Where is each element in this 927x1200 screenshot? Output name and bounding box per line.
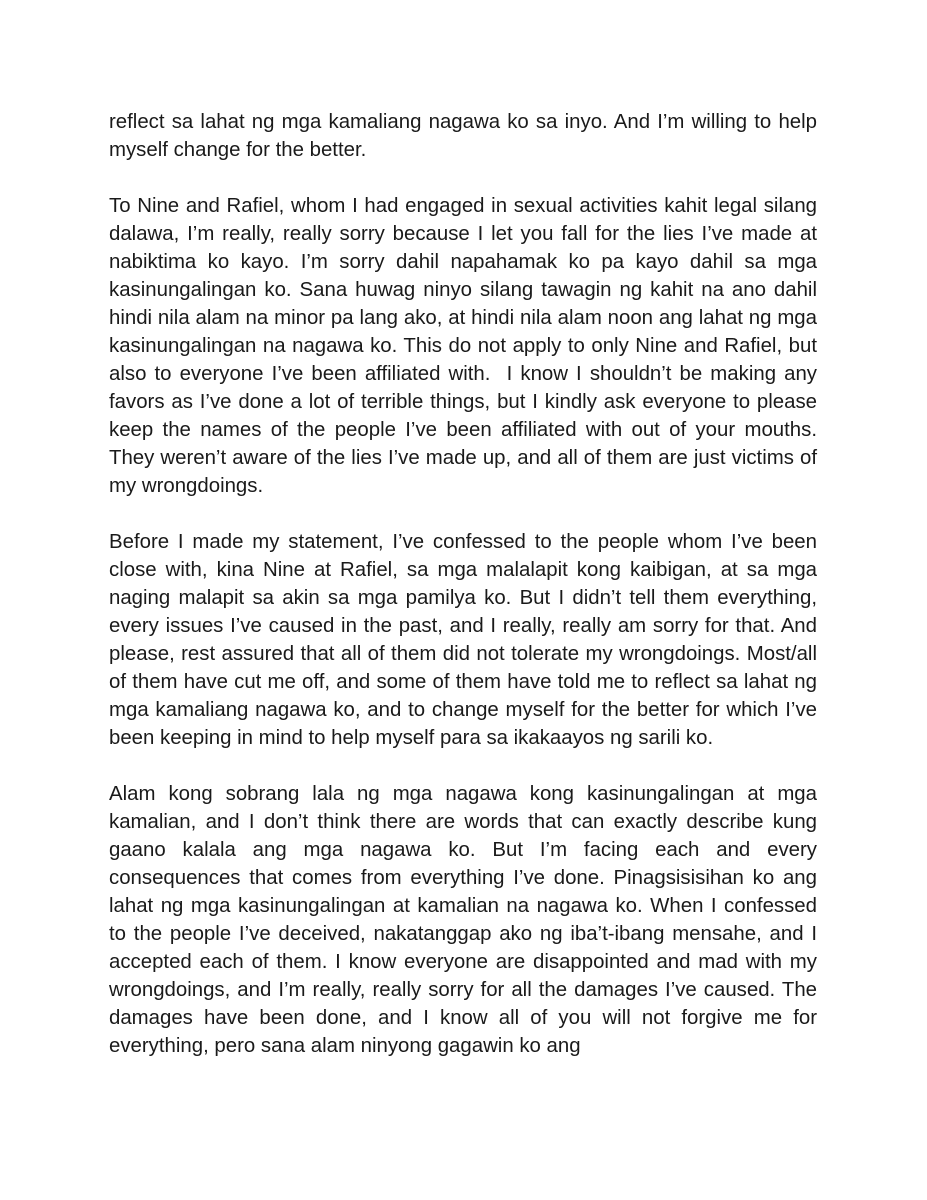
paragraph-3: Before I made my statement, I’ve confessed to the people whom I’ve been close with, kina Nine at Rafiel, sa mga malalapit kong kaibigan, at sa mga naging malapit sa akin sa mga pamilya ko. But I didn’t tell them everything, every issues I’ve caused in the past, and I really, really am sorry for that. And please, rest assured that all of them did not tolerate my wrongdoings. Most/all of them have cut me off, and some of them have told me to reflect sa lahat ng mga kamaliang nagawa ko, and to change myself for the better for which I’ve been keeping in mind to help myself para sa ikakaayos ng sarili ko. bbox=[109, 531, 823, 749]
paragraph-4: Alam kong sobrang lala ng mga nagawa kong kasinungalingan at mga kamalian, and I don’t think there are words that can exactly describe kung gaano kalala ang mga nagawa ko. But I’m facing each and every consequences that comes from everything I’ve done. Pinagsisisihan ko ang lahat ng mga kasinungalingan at kamalian na nagawa ko. When I confessed to the people I’ve deceived, nakatanggap ako ng iba’t-ibang mensahe, and I accepted each of them. I know everyone are disappointed and mad with my wrongdoings, and I’m really, really sorry for all the damages I’ve caused. The damages have been done, and I know all of you will not forgive me for everything, pero sana alam ninyong gagawin ko ang bbox=[109, 783, 823, 1057]
document-page bbox=[109, 108, 823, 1060]
paragraph-1: reflect sa lahat ng mga kamaliang nagawa ko sa inyo. And I’m willing to help myself change for the better. bbox=[109, 111, 823, 161]
paragraph-2: To Nine and Rafiel, whom I had engaged in sexual activities kahit legal silang dalawa, I’m really, really sorry because I let you fall for the lies I’ve made at nabiktima ko kayo. I’m sorry dahil napahamak ko pa kayo dahil sa mga kasinungalingan ko. Sana huwag ninyo silang tawagin ng kahit na ano dahil hindi nila alam na minor pa lang ako, at hindi nila alam noon ang lahat ng mga kasinungalingan na nagawa ko. This do not apply to only Nine and Rafiel, but also to everyone I’ve been affiliated with. I know I shouldn’t be making any favors as I’ve done a lot of terrible things, but I kindly ask everyone to please keep the names of the people I’ve been affiliated with out of your mouths. They weren’t aware of the lies I’ve made up, and all of them are just victims of my wrongdoings. bbox=[109, 195, 823, 497]
